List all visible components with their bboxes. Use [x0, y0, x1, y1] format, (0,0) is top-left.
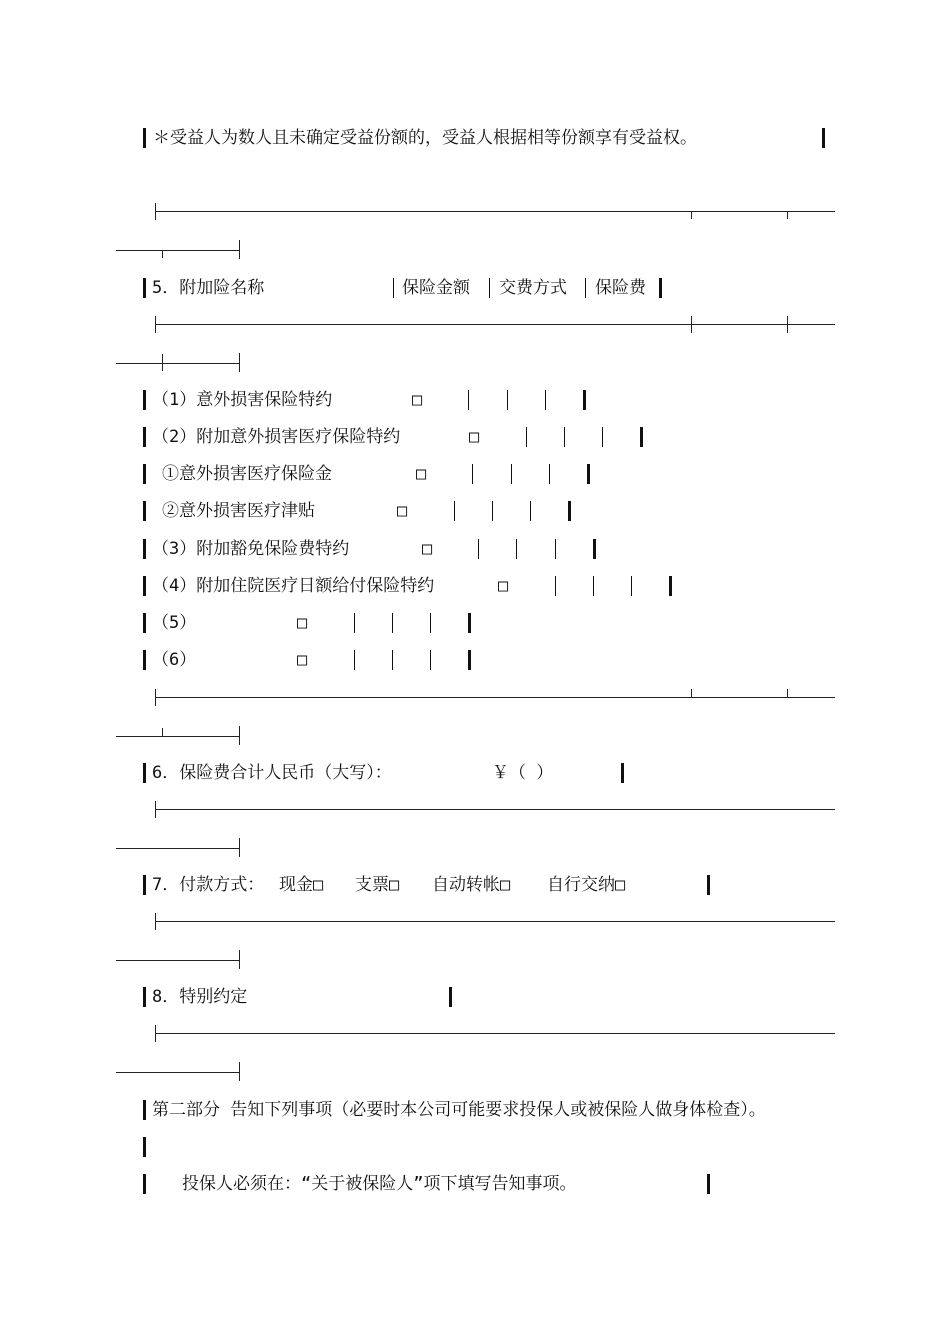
bar	[492, 501, 493, 521]
bar	[430, 613, 431, 633]
payment-auto-transfer[interactable]: 自动转帐□	[432, 875, 511, 895]
payment-check[interactable]: 支票□	[355, 875, 400, 895]
divider	[156, 697, 835, 698]
divider-tick	[155, 316, 156, 333]
bar	[468, 390, 469, 410]
divider	[116, 960, 240, 961]
bar	[354, 650, 355, 670]
divider-tick	[155, 203, 156, 220]
bar	[587, 464, 590, 484]
bar	[392, 650, 393, 670]
bar	[468, 650, 471, 670]
bar	[143, 763, 146, 783]
bar	[354, 613, 355, 633]
divider-tick	[162, 728, 163, 736]
col-payment: 交费方式	[499, 278, 567, 298]
bar	[143, 390, 146, 410]
rider-checkbox[interactable]: □	[469, 427, 480, 447]
section5-title: 5．附加险名称	[152, 278, 265, 298]
divider	[116, 848, 240, 849]
bar	[707, 875, 710, 895]
divider-tick	[787, 689, 788, 697]
bar	[545, 390, 546, 410]
bar	[631, 576, 632, 596]
bar	[430, 650, 431, 670]
beneficiary-note: ＊受益人为数人且未确定受益份额的，受益人根据相等份额享有受益权。	[153, 128, 697, 148]
bar	[621, 763, 624, 783]
bar	[526, 427, 527, 447]
divider	[156, 324, 835, 325]
divider-tick	[691, 316, 692, 333]
bar	[593, 576, 594, 596]
bar	[393, 278, 394, 298]
divider-tick	[239, 726, 240, 745]
bar	[568, 501, 571, 521]
bar	[143, 128, 146, 148]
bar	[143, 875, 146, 895]
divider-tick	[155, 801, 156, 818]
bar	[143, 1174, 146, 1194]
bar	[549, 464, 550, 484]
divider-tick	[787, 211, 788, 219]
bar	[143, 539, 146, 559]
bar	[478, 539, 479, 559]
divider	[156, 211, 835, 212]
bar	[593, 539, 596, 559]
divider	[116, 363, 240, 364]
bar	[468, 613, 471, 633]
col-premium: 保险费	[595, 278, 646, 298]
divider	[116, 1072, 240, 1073]
rider-label: （6）	[152, 650, 197, 670]
bar	[659, 278, 662, 298]
bar	[669, 576, 672, 596]
bar	[449, 987, 452, 1007]
section6-label: 6．保险费合计人民币（大写）：	[152, 763, 392, 783]
rider-checkbox[interactable]: □	[498, 576, 509, 596]
bar	[143, 613, 146, 633]
rider-checkbox[interactable]: □	[412, 390, 423, 410]
bar	[555, 576, 556, 596]
bar	[392, 613, 393, 633]
part2-title: 第二部分 告知下列事项（必要时本公司可能要求投保人或被保险人做身体检查）。	[152, 1100, 766, 1120]
divider-tick	[155, 1025, 156, 1042]
bar	[143, 1100, 146, 1120]
bar	[585, 278, 586, 298]
bar	[564, 427, 565, 447]
divider-tick	[239, 353, 240, 372]
bar	[640, 427, 643, 447]
rider-label: ①意外损害医疗保险金	[162, 464, 332, 484]
section8-label: 8．特别约定	[152, 987, 248, 1007]
col-amount: 保险金额	[402, 278, 470, 298]
bar	[143, 278, 146, 298]
bar	[489, 278, 490, 298]
bar	[143, 650, 146, 670]
divider-tick	[239, 950, 240, 969]
divider-tick	[239, 838, 240, 857]
bar	[707, 1174, 710, 1194]
divider	[156, 921, 835, 922]
bar	[602, 427, 603, 447]
bar	[822, 128, 825, 148]
payment-cash[interactable]: 现金□	[279, 875, 324, 895]
bar	[511, 464, 512, 484]
divider	[116, 250, 240, 251]
yen-amount[interactable]: ￥（ ）	[492, 763, 554, 783]
payment-self-pay[interactable]: 自行交纳□	[547, 875, 626, 895]
rider-label: ②意外损害医疗津贴	[162, 501, 315, 521]
rider-label: （3）附加豁免保险费特约	[152, 539, 350, 559]
bar	[143, 464, 146, 484]
part2-instruction: 投保人必须在：“关于被保险人”项下填写告知事项。	[182, 1174, 577, 1194]
rider-label: （1）意外损害保险特约	[152, 390, 333, 410]
bar	[143, 576, 146, 596]
divider-tick	[155, 689, 156, 706]
bar	[472, 464, 473, 484]
section7-label: 7．付款方式：	[152, 875, 265, 895]
bar	[454, 501, 455, 521]
bar	[530, 501, 531, 521]
divider-tick	[162, 250, 163, 258]
rider-checkbox[interactable]: □	[416, 464, 427, 484]
bar	[583, 390, 586, 410]
bar	[555, 539, 556, 559]
divider	[156, 1033, 835, 1034]
rider-label: （4）附加住院医疗日额给付保险特约	[152, 576, 435, 596]
rider-checkbox[interactable]: □	[397, 501, 408, 521]
divider-tick	[691, 211, 692, 219]
rider-checkbox[interactable]: □	[297, 650, 308, 670]
rider-label: （5）	[152, 613, 197, 633]
rider-label: （2）附加意外损害医疗保险特约	[152, 427, 401, 447]
bar	[516, 539, 517, 559]
rider-checkbox[interactable]: □	[297, 613, 308, 633]
divider-tick	[155, 913, 156, 930]
bar	[143, 987, 146, 1007]
rider-checkbox[interactable]: □	[422, 539, 433, 559]
divider-tick	[691, 689, 692, 697]
bar	[143, 1137, 146, 1157]
divider-tick	[239, 240, 240, 259]
divider-tick	[162, 354, 163, 371]
divider-tick	[239, 1062, 240, 1081]
divider-tick	[787, 316, 788, 333]
divider	[116, 736, 240, 737]
bar	[507, 390, 508, 410]
divider	[156, 809, 835, 810]
bar	[143, 427, 146, 447]
bar	[143, 501, 146, 521]
